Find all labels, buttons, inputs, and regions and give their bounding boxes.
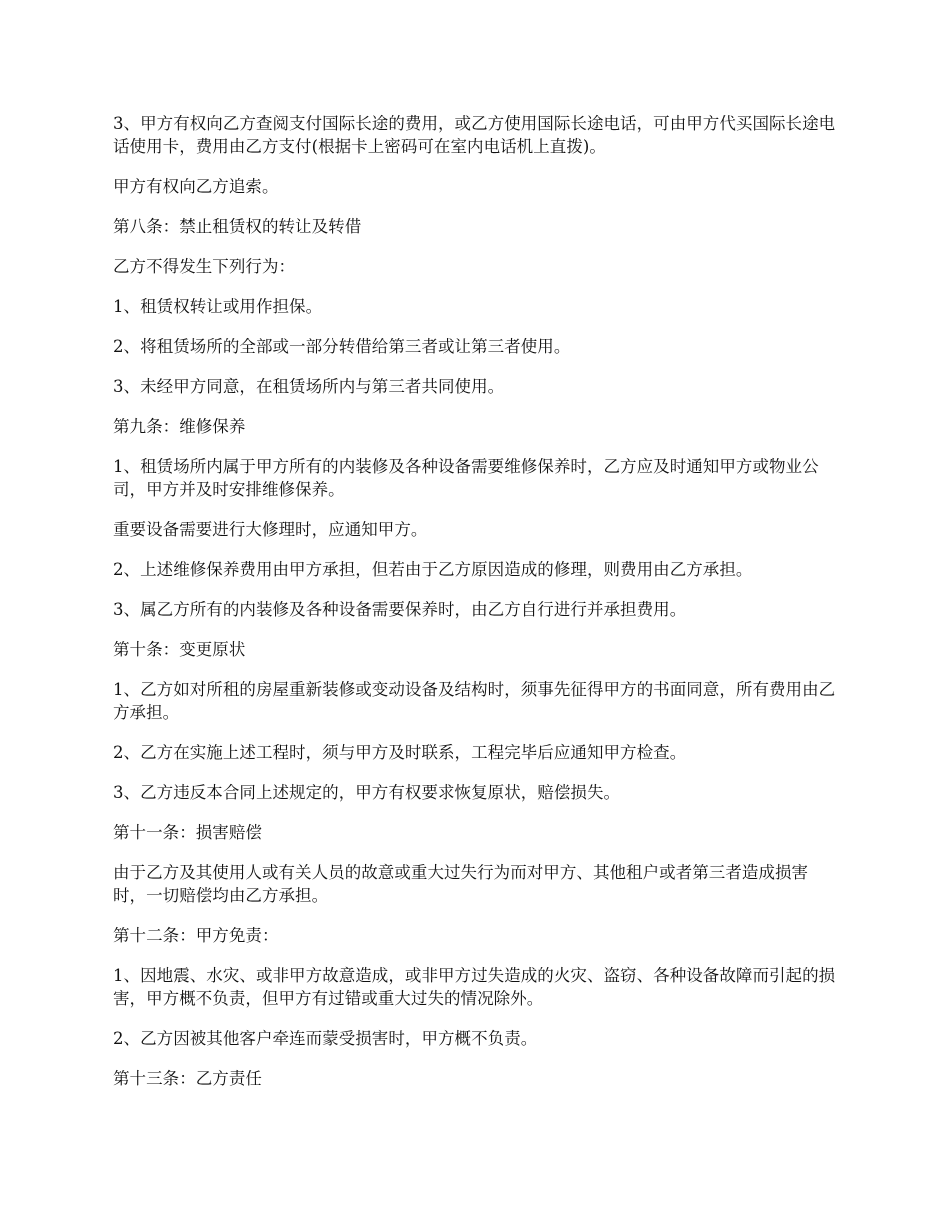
paragraph-article-12-item-1: 1、因地震、水灾、或非甲方故意造成，或非甲方过失造成的火灾、盗窃、各种设备故障而引起的损害，甲方概不负责，但甲方有过错或重大过失的情况除外。 bbox=[113, 966, 836, 1008]
heading-article-11: 第十一条：损害赔偿 bbox=[113, 823, 262, 842]
paragraph-article-11-body: 由于乙方及其使用人或有关人员的故意或重大过失行为而对甲方、其他租户或者第三者造成损害时，一切赔偿均由乙方承担。 bbox=[113, 863, 809, 905]
paragraph-article-9-item-2: 2、上述维修保养费用由甲方承担，但若由于乙方原因造成的修理，则费用由乙方承担。 bbox=[113, 560, 753, 579]
heading-article-12: 第十二条：甲方免责： bbox=[113, 926, 279, 945]
paragraph-recourse: 甲方有权向乙方追索。 bbox=[113, 177, 279, 196]
paragraph-article-10-item-1: 1、乙方如对所租的房屋重新装修或变动设备及结构时，须事先征得甲方的书面同意，所有费用由乙方承担。 bbox=[113, 680, 836, 722]
paragraph-article-10-item-2: 2、乙方在实施上述工程时，须与甲方及时联系，工程完毕后应通知甲方检查。 bbox=[113, 743, 687, 762]
paragraph-article-8-item-3: 3、未经甲方同意，在租赁场所内与第三者共同使用。 bbox=[113, 377, 505, 396]
paragraph-clause-7-item-3: 3、甲方有权向乙方查阅支付国际长途的费用，或乙方使用国际长途电话，可由甲方代买国际长途电话使用卡，费用由乙方支付(根据卡上密码可在室内电话机上直拨)。 bbox=[113, 114, 836, 156]
paragraph-article-8-item-2: 2、将租赁场所的全部或一部分转借给第三者或让第三者使用。 bbox=[113, 337, 571, 356]
paragraph-article-10-item-3: 3、乙方违反本合同上述规定的，甲方有权要求恢复原状，赔偿损失。 bbox=[113, 783, 621, 802]
paragraph-article-12-item-2: 2、乙方因被其他客户牵连而蒙受损害时，甲方概不负责。 bbox=[113, 1029, 538, 1048]
heading-article-13: 第十三条：乙方责任 bbox=[113, 1069, 262, 1088]
paragraph-article-9-item-3: 3、属乙方所有的内装修及各种设备需要保养时，由乙方自行进行并承担费用。 bbox=[113, 600, 687, 619]
paragraph-major-repair: 重要设备需要进行大修理时，应通知甲方。 bbox=[113, 520, 428, 539]
heading-article-9: 第九条：维修保养 bbox=[113, 417, 246, 436]
heading-article-10: 第十条：变更原状 bbox=[113, 640, 246, 659]
paragraph-article-8-item-1: 1、租赁权转让或用作担保。 bbox=[113, 297, 323, 316]
paragraph-prohibited-acts: 乙方不得发生下列行为： bbox=[113, 257, 296, 276]
heading-article-8: 第八条：禁止租赁权的转让及转借 bbox=[113, 217, 362, 236]
paragraph-article-9-item-1: 1、租赁场所内属于甲方所有的内装修及各种设备需要维修保养时，乙方应及时通知甲方或物业公司，甲方并及时安排维修保养。 bbox=[113, 457, 819, 499]
